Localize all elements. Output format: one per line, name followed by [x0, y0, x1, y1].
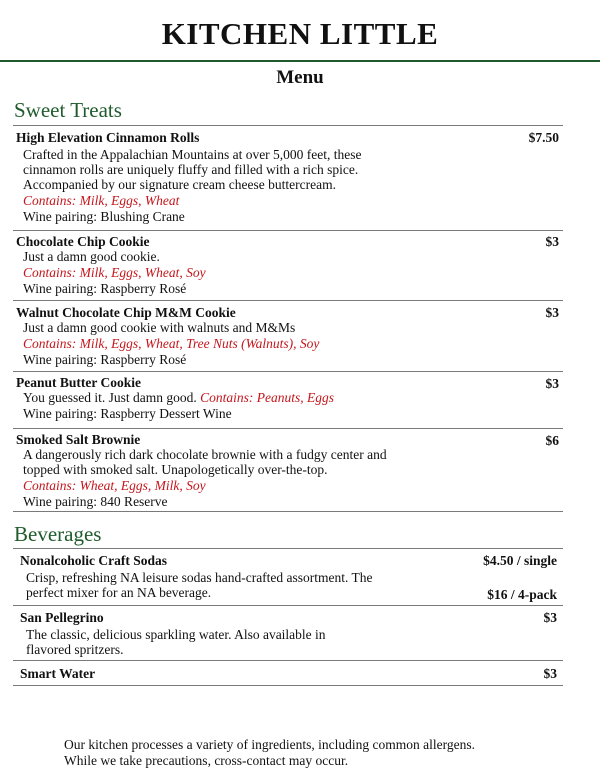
item-wine-pairing: Wine pairing: 840 Reserve	[23, 494, 168, 509]
item-price: $3	[543, 610, 557, 625]
item-description-line: Just a damn good cookie.	[23, 249, 160, 264]
item-wine-pairing: Wine pairing: Raspberry Rosé	[23, 352, 187, 367]
section-heading-label: Sweet Treats	[14, 98, 122, 122]
item-description-text: You guessed it. Just damn good.	[23, 390, 197, 405]
menu-item-craft-sodas	[13, 548, 563, 605]
item-name: Peanut Butter Cookie	[16, 375, 141, 390]
item-description-line: cinnamon rolls are uniquely fluffy and filled with a rich spice.	[23, 162, 359, 177]
item-allergens: Contains: Wheat, Eggs, Milk, Soy	[23, 478, 206, 493]
item-name: Smart Water	[20, 666, 96, 681]
disclaimer-line: Our kitchen processes a variety of ingredients, including common allergens.	[64, 737, 476, 752]
item-name: Smoked Salt Brownie	[16, 432, 141, 447]
item-allergens: Contains: Milk, Eggs, Wheat, Soy	[23, 265, 206, 280]
menu-item-peanut-butter-cookie	[13, 371, 563, 428]
item-price: $3	[543, 666, 557, 681]
item-description-line: Just a damn good cookie with walnuts and M&Ms	[23, 320, 296, 335]
item-description-line: Accompanied by our signature cream cheese buttercream.	[23, 177, 336, 192]
item-name: Nonalcoholic Craft Sodas	[20, 553, 168, 568]
disclaimer-line: While we take precautions, cross-contact may occur.	[64, 752, 349, 768]
item-description-line: A dangerously rich dark chocolate brownie with a fudgy center and	[23, 447, 387, 462]
item-price-single: $4.50 / single	[483, 553, 557, 568]
item-description-line: flavored spritzers.	[26, 642, 124, 657]
section-heading-beverages	[14, 522, 101, 546]
item-description-inline	[23, 390, 334, 406]
item-wine-pairing: Wine pairing: Raspberry Rosé	[23, 281, 187, 296]
item-name: Chocolate Chip Cookie	[16, 234, 150, 249]
item-name: Walnut Chocolate Chip M&M Cookie	[16, 305, 236, 320]
menu-item-walnut-mm-cookie	[13, 300, 563, 371]
item-price: $6	[545, 433, 559, 448]
item-allergens: Contains: Peanuts, Eggs	[200, 390, 335, 405]
item-description-line: The classic, delicious sparkling water. Also available in	[26, 627, 326, 642]
item-name: High Elevation Cinnamon Rolls	[16, 130, 200, 145]
menu-subtitle: Menu	[276, 67, 324, 88]
item-price-four-pack: $16 / 4-pack	[487, 587, 557, 602]
allergen-disclaimer	[0, 737, 600, 768]
item-price: $7.50	[528, 130, 559, 145]
menu-item-san-pellegrino	[13, 605, 563, 660]
item-description-line: Crisp, refreshing NA leisure sodas hand-crafted assortment. The	[26, 570, 373, 585]
restaurant-title: KITCHEN LITTLE	[161, 16, 439, 51]
item-description-line: Crafted in the Appalachian Mountains at over 5,000 feet, these	[23, 147, 362, 162]
section-heading-label: Beverages	[14, 522, 102, 546]
item-name: San Pellegrino	[20, 610, 104, 625]
menu-item-cinnamon-rolls	[13, 125, 563, 230]
item-price: $3	[545, 376, 559, 391]
menu-item-smoked-salt-brownie	[13, 428, 563, 512]
item-description-line: perfect mixer for an NA beverage.	[26, 585, 212, 600]
item-allergens: Contains: Milk, Eggs, Wheat, Tree Nuts (Walnuts), Soy	[23, 336, 320, 351]
item-price: $3	[545, 305, 559, 320]
title-divider	[0, 60, 600, 62]
item-price: $3	[545, 234, 559, 249]
menu-item-chocolate-chip-cookie	[13, 230, 563, 300]
item-wine-pairing: Wine pairing: Blushing Crane	[23, 209, 185, 224]
item-wine-pairing: Wine pairing: Raspberry Dessert Wine	[23, 406, 232, 421]
item-allergens: Contains: Milk, Eggs, Wheat	[23, 193, 180, 208]
item-description-line: topped with smoked salt. Unapologetically over-the-top.	[23, 462, 328, 477]
menu-item-smart-water	[13, 660, 563, 686]
section-heading-sweet-treats	[14, 98, 122, 122]
